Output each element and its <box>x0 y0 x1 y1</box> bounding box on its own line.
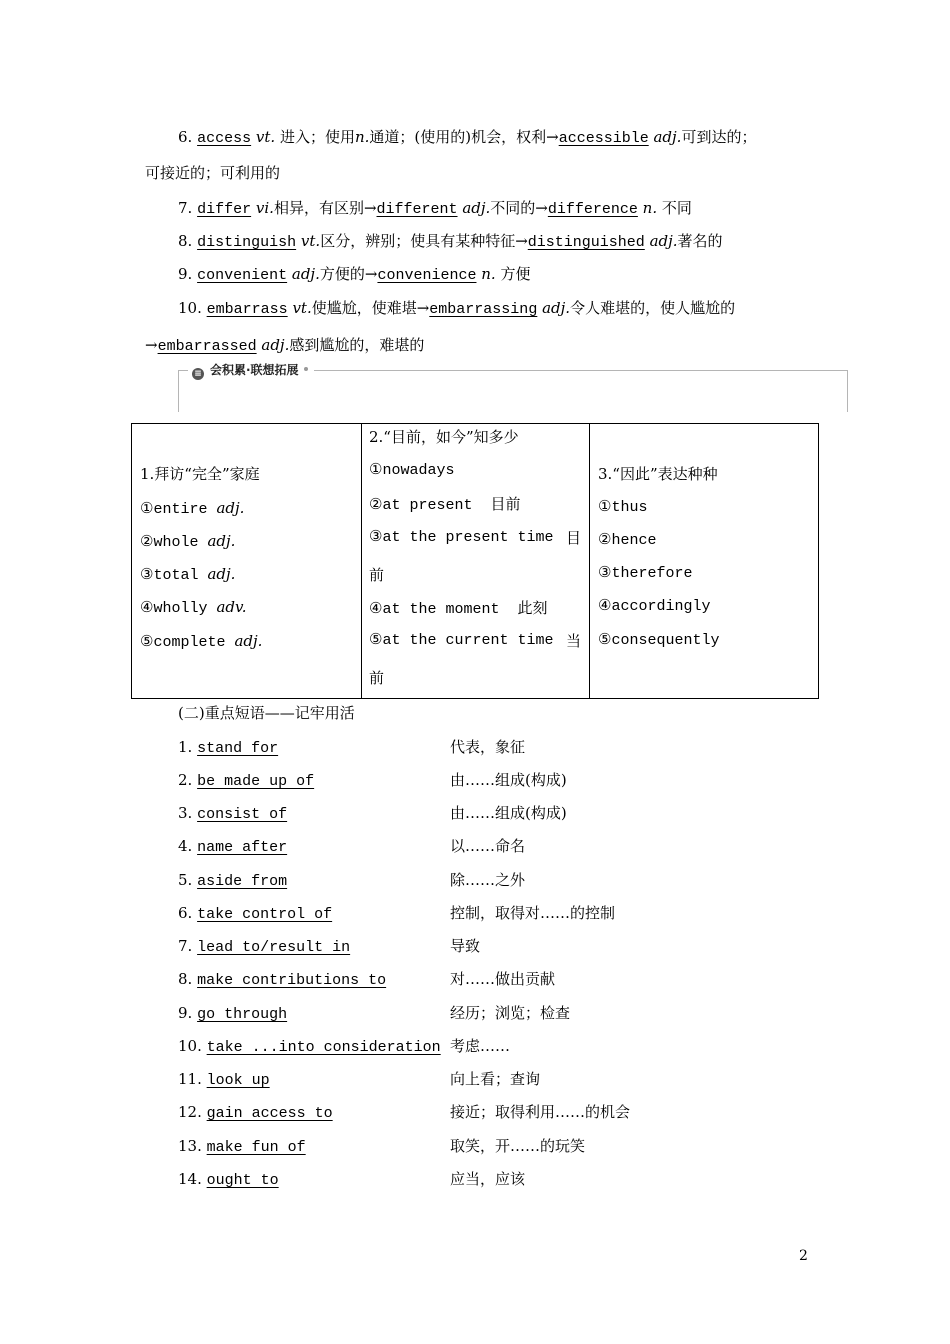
item-marker: ② <box>369 497 383 514</box>
banner-title: 会积累·联想拓展 <box>210 363 299 377</box>
item-word: therefore <box>611 565 693 582</box>
item-number: 6. <box>178 904 193 922</box>
item-word: at the current time <box>382 632 554 649</box>
phrase-row <box>178 1002 287 1026</box>
meaning-text: 令人难堪的，使人尴尬的 <box>570 299 736 317</box>
item-meaning-wrap: 前 <box>369 566 385 584</box>
banner-divider <box>847 370 848 412</box>
list-item <box>369 493 520 517</box>
section-heading: (二)重点短语——记牢用活 <box>178 704 355 722</box>
meaning-text: 不同 <box>661 199 692 217</box>
phrase-meaning: 控制，取得对……的控制 <box>450 904 616 922</box>
part-of-speech: adj. <box>542 299 571 317</box>
vocab-item-10 <box>178 297 735 321</box>
item-word: nowadays <box>382 462 455 479</box>
item-number: 10. <box>178 299 202 317</box>
meaning-text: 通道；(使用的)机会，权利→ <box>369 128 559 146</box>
item-meaning: 当 <box>565 632 581 650</box>
list-item <box>598 596 710 618</box>
item-marker: ① <box>598 499 612 516</box>
item-word: entire <box>153 501 208 518</box>
item-number: 5. <box>178 871 193 889</box>
phrase-meaning: 经历；浏览；检查 <box>450 1004 571 1022</box>
list-item <box>598 497 647 519</box>
phrase-row <box>178 968 386 992</box>
phrase-row <box>178 1168 279 1192</box>
phrase-meaning: 应当，应该 <box>450 1170 526 1188</box>
derived-word: accessible <box>558 130 649 147</box>
item-number: 2. <box>178 771 193 789</box>
phrase-text: be made up of <box>197 773 315 790</box>
phrase-text: name after <box>197 839 288 856</box>
phrase-meaning: 向上看；查询 <box>450 1070 541 1088</box>
phrase-meaning: 除……之外 <box>450 871 526 889</box>
banner-label <box>188 362 314 380</box>
list-item <box>140 563 235 587</box>
item-marker: ③ <box>598 565 612 582</box>
item-number: 9. <box>178 1004 193 1022</box>
meaning-text: 相异，有区别→ <box>273 199 377 217</box>
list-item <box>598 630 719 652</box>
list-item <box>369 597 548 621</box>
banner-divider <box>178 370 179 412</box>
part-of-speech: adj. <box>649 232 678 250</box>
phrase-meaning: 取笑，开……的玩笑 <box>450 1137 586 1155</box>
phrase-meaning: 以……命名 <box>450 837 526 855</box>
item-marker: ① <box>369 462 383 479</box>
phrase-meaning: 由……组成(构成) <box>450 804 567 822</box>
item-number: 13. <box>178 1137 202 1155</box>
part-of-speech: adj. <box>291 265 320 283</box>
item-number: 10. <box>178 1037 202 1055</box>
item-word: complete <box>153 634 226 651</box>
part-of-speech: vt. <box>255 128 276 146</box>
phrase-text: make fun of <box>206 1139 306 1156</box>
item-word: total <box>153 567 199 584</box>
meaning-text: 方便的→ <box>319 265 378 283</box>
item-marker: ④ <box>369 601 383 618</box>
item-word: thus <box>611 499 648 516</box>
vocab-item-6-continued: 可接近的；可利用的 <box>145 164 281 182</box>
part-of-speech: vt. <box>300 232 321 250</box>
part-of-speech: n. <box>354 128 370 146</box>
table-column-divider <box>589 424 590 698</box>
item-number: 4. <box>178 837 193 855</box>
phrase-row <box>178 869 287 893</box>
item-marker: ④ <box>598 598 612 615</box>
item-marker: ② <box>598 532 612 549</box>
item-meaning: 此刻 <box>517 599 548 617</box>
item-meaning-wrap: 前 <box>369 669 385 687</box>
phrase-meaning: 考虑…… <box>450 1037 511 1055</box>
list-item <box>369 630 581 652</box>
item-marker: ⑤ <box>369 632 383 649</box>
phrase-text: go through <box>197 1006 288 1023</box>
meaning-text: 使尴尬，使难堪→ <box>311 299 430 317</box>
item-word: at present <box>382 497 473 514</box>
item-marker: ⑤ <box>140 634 154 651</box>
vocab-word: distinguish <box>197 234 297 251</box>
item-number: 8. <box>178 970 193 988</box>
list-item <box>140 630 262 654</box>
column-heading: 3.“因此”表达种种 <box>598 465 718 483</box>
derived-word: distinguished <box>527 234 645 251</box>
meaning-text: 著名的 <box>677 232 723 250</box>
part-of-speech: adj. <box>261 336 290 354</box>
vocab-item-6 <box>178 126 756 150</box>
item-meaning: 目前 <box>490 495 521 513</box>
phrase-row <box>178 902 332 926</box>
derived-word: different <box>376 201 458 218</box>
meaning-text: 区分，辨别；使具有某种特征→ <box>320 232 528 250</box>
meaning-text: 感到尴尬的，难堪的 <box>289 336 425 354</box>
phrase-text: gain access to <box>206 1105 333 1122</box>
list-item <box>140 530 235 554</box>
part-of-speech: adj. <box>207 565 236 583</box>
item-word: wholly <box>153 600 208 617</box>
item-number: 1. <box>178 738 193 756</box>
vocab-word: convenient <box>197 267 288 284</box>
item-marker: ① <box>140 501 154 518</box>
list-item <box>369 460 454 482</box>
item-number: 6. <box>178 128 193 146</box>
phrase-row <box>178 769 314 793</box>
list-item <box>140 497 244 521</box>
item-word: whole <box>153 534 199 551</box>
item-number: 11. <box>178 1070 202 1088</box>
phrase-text: stand for <box>197 740 279 757</box>
list-icon: ≡ <box>192 368 204 380</box>
item-marker: ② <box>140 534 154 551</box>
item-marker: ⑤ <box>598 632 612 649</box>
phrase-meaning: 由……组成(构成) <box>450 771 567 789</box>
vocab-item-10-continued <box>145 334 424 358</box>
part-of-speech: n. <box>642 199 658 217</box>
item-number: 12. <box>178 1103 202 1121</box>
derived-word: convenience <box>377 267 477 284</box>
item-word: accordingly <box>611 598 711 615</box>
phrase-text: ought to <box>206 1172 279 1189</box>
dot-icon <box>304 367 308 371</box>
part-of-speech: vt. <box>292 299 312 317</box>
item-word: consequently <box>611 632 720 649</box>
derived-word: embarrassing <box>429 301 538 318</box>
list-item <box>369 527 581 549</box>
phrase-text: lead to/result in <box>197 939 351 956</box>
vocab-item-9 <box>178 263 530 287</box>
item-word: at the moment <box>382 601 500 618</box>
page-number: 2 <box>799 1248 808 1264</box>
phrase-row <box>178 1135 306 1159</box>
phrase-row <box>178 935 350 959</box>
part-of-speech: adj. <box>207 532 236 550</box>
phrase-text: consist of <box>197 806 288 823</box>
phrase-row <box>178 1035 441 1059</box>
item-number: 14. <box>178 1170 202 1188</box>
list-item <box>140 596 247 620</box>
part-of-speech: adj. <box>462 199 491 217</box>
part-of-speech: adj. <box>234 632 263 650</box>
list-item <box>598 563 692 585</box>
item-number: 9. <box>178 265 193 283</box>
phrase-row <box>178 736 278 760</box>
item-marker: ③ <box>369 529 383 546</box>
table-column-divider <box>361 424 362 698</box>
item-word: at the present time <box>382 529 554 546</box>
phrase-row <box>178 835 287 859</box>
meaning-text: 方便 <box>500 265 531 283</box>
derived-word: embarrassed <box>157 338 257 355</box>
phrase-meaning: 导致 <box>450 937 481 955</box>
phrase-text: aside from <box>197 873 288 890</box>
item-word: hence <box>611 532 657 549</box>
item-marker: ③ <box>140 567 154 584</box>
item-number: 3. <box>178 804 193 822</box>
item-number: 7. <box>178 937 193 955</box>
part-of-speech: adj. <box>216 499 245 517</box>
item-meaning: 目 <box>565 529 581 547</box>
phrase-row <box>178 802 287 826</box>
item-number: 8. <box>178 232 193 250</box>
arrow-text: → <box>145 336 158 354</box>
phrase-meaning: 代表，象征 <box>450 738 526 756</box>
meaning-text: 进入；使用 <box>279 128 355 146</box>
meaning-text: 不同的→ <box>490 199 548 217</box>
phrase-row <box>178 1068 270 1092</box>
column-heading: 2.“目前，如今”知多少 <box>369 428 519 446</box>
meaning-text: 可到达的； <box>681 128 757 146</box>
part-of-speech: adv. <box>216 598 247 616</box>
section-banner <box>178 362 848 412</box>
vocab-word: differ <box>197 201 252 218</box>
part-of-speech: n. <box>481 265 496 283</box>
item-number: 7. <box>178 199 193 217</box>
vocab-word: embarrass <box>206 301 288 318</box>
vocab-item-7 <box>178 197 692 221</box>
list-item <box>598 530 656 552</box>
item-marker: ④ <box>140 600 154 617</box>
part-of-speech: adj. <box>653 128 682 146</box>
phrase-text: take control of <box>197 906 333 923</box>
derived-word: difference <box>547 201 638 218</box>
column-heading: 1.拜访“完全”家庭 <box>140 465 260 483</box>
phrase-text: make contributions to <box>197 972 387 989</box>
phrase-text: take ...into consideration <box>206 1039 441 1056</box>
synonyms-table <box>131 423 819 699</box>
part-of-speech: vi. <box>255 199 274 217</box>
vocab-item-8 <box>178 230 723 254</box>
phrase-meaning: 对……做出贡献 <box>450 970 556 988</box>
phrase-text: look up <box>206 1072 270 1089</box>
vocab-word: access <box>197 130 252 147</box>
phrase-row <box>178 1101 333 1125</box>
phrase-meaning: 接近；取得利用……的机会 <box>450 1103 631 1121</box>
